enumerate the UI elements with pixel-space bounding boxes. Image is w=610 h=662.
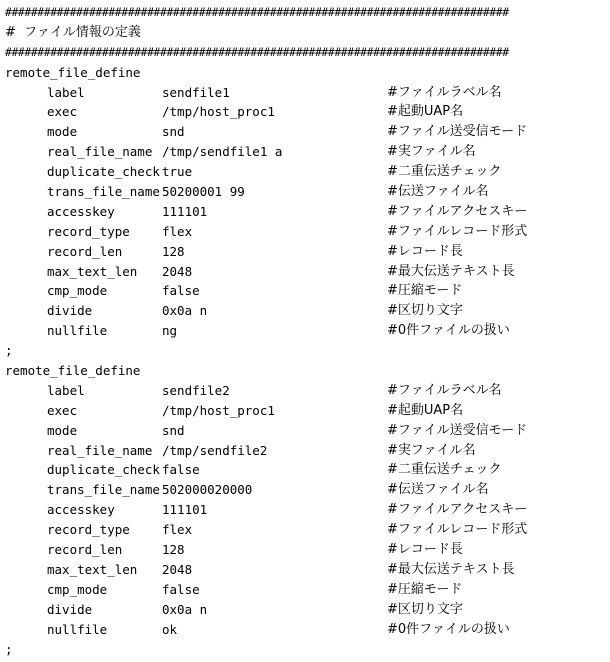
config-value: 502000020000 xyxy=(162,482,253,498)
config-value: ng xyxy=(162,323,178,339)
config-value: flex xyxy=(162,522,193,538)
config-value: 128 xyxy=(162,542,185,558)
config-key: trans_file_name xyxy=(47,184,160,200)
config-key: duplicate_check xyxy=(47,462,160,478)
block-name: remote_file_define xyxy=(5,64,141,80)
config-comment: #伝送ファイル名 xyxy=(387,482,489,498)
config-value: 2048 xyxy=(162,263,193,279)
config-comment: #最大伝送テキスト長 xyxy=(387,263,515,279)
config-key: cmp_mode xyxy=(47,581,108,597)
config-comment: #レコード長 xyxy=(387,542,463,558)
config-key: cmp_mode xyxy=(47,283,108,299)
config-key: accesskey xyxy=(47,502,115,518)
config-comment: #圧縮モード xyxy=(387,283,463,299)
config-key: nullfile xyxy=(47,323,108,339)
config-row xyxy=(5,620,610,640)
config-row xyxy=(5,182,610,202)
config-comment: #二重伝送チェック xyxy=(387,164,502,180)
config-comment: #実ファイル名 xyxy=(387,442,476,458)
config-row xyxy=(5,122,610,142)
config-key: max_text_len xyxy=(47,263,138,279)
config-value: false xyxy=(162,581,200,597)
config-comment: #0件ファイルの扱い xyxy=(387,323,510,339)
config-row xyxy=(5,401,610,421)
config-key: real_file_name xyxy=(47,144,153,160)
config-key: record_type xyxy=(47,223,130,239)
config-key: exec xyxy=(47,402,78,418)
config-comment: #区切り文字 xyxy=(387,601,463,617)
config-comment: #実ファイル名 xyxy=(387,144,476,160)
config-row xyxy=(5,162,610,182)
config-key: nullfile xyxy=(47,621,108,637)
config-row xyxy=(5,281,610,301)
config-value: /tmp/sendfile1 a xyxy=(162,144,283,160)
config-row xyxy=(5,262,610,282)
config-comment: #起動UAP名 xyxy=(387,402,464,418)
block-terminator: ; xyxy=(5,343,13,359)
config-value: /tmp/sendfile2 xyxy=(162,442,268,458)
config-key: exec xyxy=(47,104,78,120)
config-value: snd xyxy=(162,124,185,140)
config-row xyxy=(5,540,610,560)
config-row xyxy=(5,142,610,162)
config-value: 0x0a n xyxy=(162,601,208,617)
config-comment: #0件ファイルの扱い xyxy=(387,621,510,637)
config-comment: #伝送ファイル名 xyxy=(387,184,489,200)
config-row xyxy=(5,441,610,461)
config-key: max_text_len xyxy=(47,561,138,577)
config-comment: #圧縮モード xyxy=(387,581,463,597)
config-value: true xyxy=(162,164,193,180)
config-key: record_len xyxy=(47,542,123,558)
config-comment: #最大伝送テキスト長 xyxy=(387,561,515,577)
config-value: 111101 xyxy=(162,502,208,518)
config-row xyxy=(5,600,610,620)
config-row xyxy=(5,242,610,262)
config-value: /tmp/host_proc1 xyxy=(162,104,275,120)
config-row xyxy=(5,381,610,401)
config-key: label xyxy=(47,382,85,398)
config-comment: #二重伝送チェック xyxy=(387,462,502,478)
config-value: false xyxy=(162,462,200,478)
config-comment: #区切り文字 xyxy=(387,303,463,319)
config-row xyxy=(5,560,610,580)
section-title: # ファイル情報の定義 xyxy=(5,24,141,40)
config-comment: #ファイルアクセスキー xyxy=(387,203,528,219)
config-comment: #レコード長 xyxy=(387,243,463,259)
config-value: sendfile2 xyxy=(162,382,230,398)
config-row xyxy=(5,301,610,321)
config-value: false xyxy=(162,283,200,299)
config-row xyxy=(5,321,610,341)
config-key: trans_file_name xyxy=(47,482,160,498)
config-comment: #ファイルアクセスキー xyxy=(387,502,528,518)
config-key: mode xyxy=(47,124,78,140)
config-row xyxy=(5,460,610,480)
config-comment: #ファイル送受信モード xyxy=(387,124,528,140)
hash-separator-top: ############################################################################## xyxy=(5,5,509,19)
config-row xyxy=(5,202,610,222)
remote-file-define-block-1 xyxy=(5,63,610,361)
config-row xyxy=(5,480,610,500)
config-row xyxy=(5,500,610,520)
config-comment: #ファイルレコード形式 xyxy=(387,223,528,239)
config-comment: #ファイルレコード形式 xyxy=(387,522,528,538)
config-value: 128 xyxy=(162,243,185,259)
config-key: divide xyxy=(47,303,93,319)
config-value: sendfile1 xyxy=(162,84,230,100)
config-key: label xyxy=(47,84,85,100)
config-key: real_file_name xyxy=(47,442,153,458)
config-value: flex xyxy=(162,223,193,239)
block-terminator: ; xyxy=(5,641,13,657)
config-value: /tmp/host_proc1 xyxy=(162,402,275,418)
hash-separator-bottom: ############################################################################## xyxy=(5,44,509,59)
config-row xyxy=(5,520,610,540)
config-value: ok xyxy=(162,621,178,637)
config-value: 0x0a n xyxy=(162,303,208,319)
config-comment: #起動UAP名 xyxy=(387,104,464,120)
config-key: record_type xyxy=(47,522,130,538)
config-value: 50200001 99 xyxy=(162,184,245,200)
config-row xyxy=(5,222,610,242)
config-comment: #ファイル送受信モード xyxy=(387,422,528,438)
config-row xyxy=(5,421,610,441)
config-key: record_len xyxy=(47,243,123,259)
config-key: duplicate_check xyxy=(47,164,160,180)
config-row xyxy=(5,580,610,600)
config-key: divide xyxy=(47,601,93,617)
config-comment: #ファイルラベル名 xyxy=(387,382,502,398)
config-key: mode xyxy=(47,422,78,438)
block-name: remote_file_define xyxy=(5,363,141,379)
config-row xyxy=(5,102,610,122)
remote-file-define-block-2 xyxy=(5,361,610,659)
config-value: snd xyxy=(162,422,185,438)
config-comment: #ファイルラベル名 xyxy=(387,84,502,100)
config-value: 2048 xyxy=(162,561,193,577)
config-value: 111101 xyxy=(162,203,208,219)
config-key: accesskey xyxy=(47,203,115,219)
config-row xyxy=(5,83,610,103)
